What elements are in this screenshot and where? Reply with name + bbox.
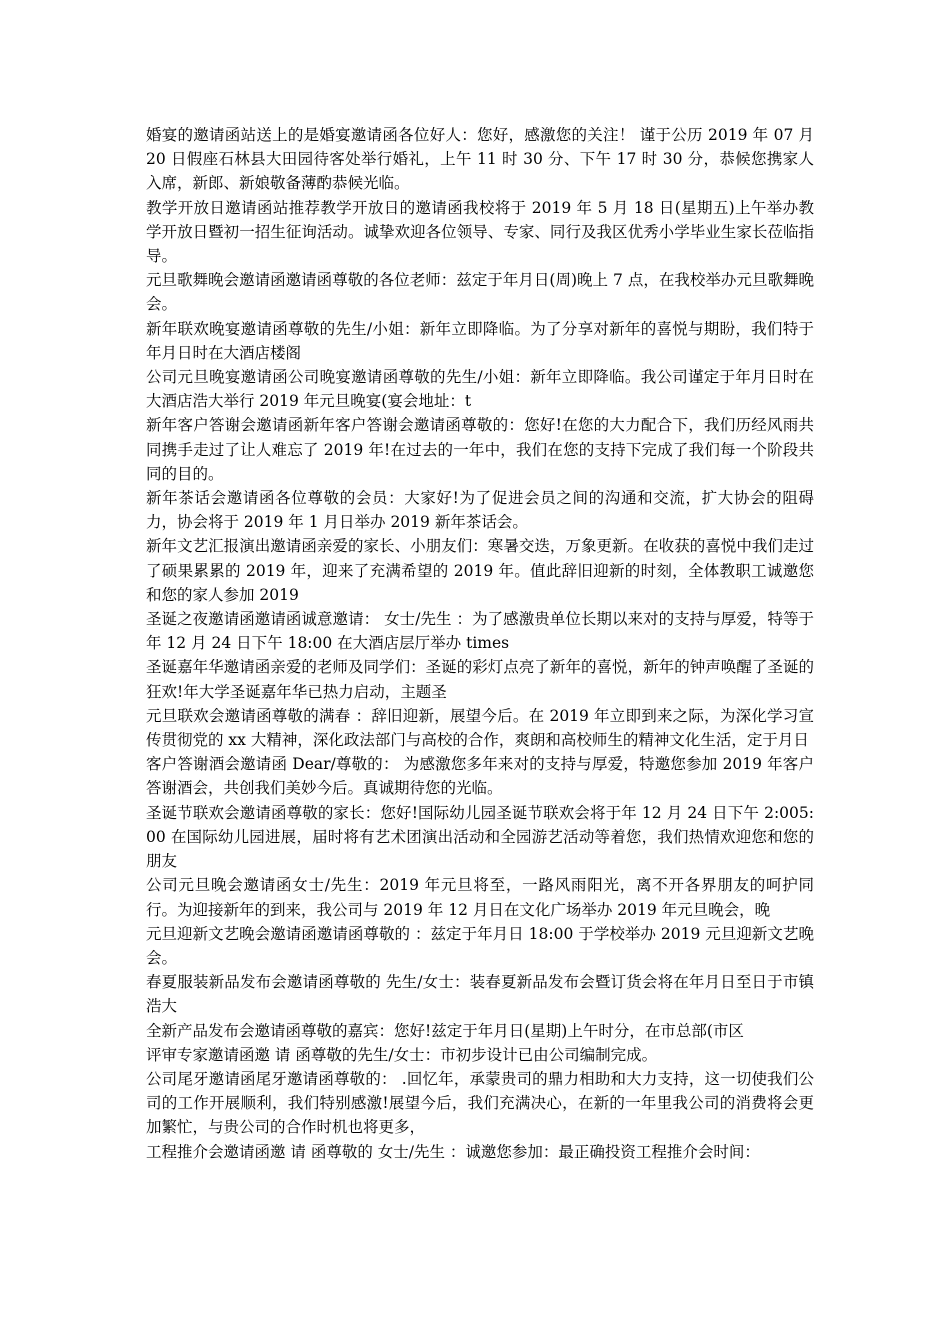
paragraph-product-launch-invitation: 全新产品发布会邀请函尊敬的嘉宾：您好!兹定于年月日(星期)上午时分，在市总部(市区 (146, 1021, 744, 1040)
paragraph-wedding-invitation: 婚宴的邀请函站送上的是婚宴邀请函各位好人：您好，感激您的关注！ 谨于公历 2019 年 07 月 20 日假座石林县大田园待客处举行婚礼，上午 11 时 30 分、下午 17 时 30 分，恭候您携家人入席，新郎、新娘敬备薄酌恭候光临。 (146, 126, 814, 193)
paragraph-project-promotion-invitation: 工程推介会邀请函邀 请 函尊敬的 女士/先生 ：诚邀您参加：最正确投资工程推介会时间： (146, 1142, 760, 1161)
paragraph-expert-review-invitation: 评审专家邀请函邀 请 函尊敬的先生/女士：市初步设计已由公司编制完成。 (146, 1045, 658, 1064)
paragraph-performance-invitation: 新年文艺汇报演出邀请函亲爱的家长、小朋友们：寒暑交迭，万象更新。在收获的喜悦中我们走过了硕果累累的 2019 年，迎来了充满希望的 2019 年。值此辞旧迎新的时刻，全体教职工诚邀您和您的家人参加 2019 (146, 537, 814, 604)
paragraph-company-gala-invitation: 公司元旦晚会邀请函女士/先生：2019 年元旦将至，一路风雨阳光，离不开各界朋友的呵护同行。为迎接新年的到来，我公司与 2019 年 12 月日在文化广场举办 2019 年元旦晚会，晚 (146, 876, 814, 919)
paragraph-christmas-carnival-invitation: 圣诞嘉年华邀请函亲爱的老师及同学们：圣诞的彩灯点亮了新年的喜悦，新年的钟声唤醒了圣诞的狂欢!年大学圣诞嘉年华已热力启动，主题圣 (146, 658, 814, 701)
paragraph-company-dinner-invitation: 公司元旦晚宴邀请函公司晚宴邀请函尊敬的先生/小姐：新年立即降临。我公司谨定于年月日时在大酒店浩大举行 2019 年元旦晚宴(宴会地址：t (146, 368, 814, 411)
paragraph-christmas-party-invitation: 圣诞节联欢会邀请函尊敬的家长：您好!国际幼儿园圣诞节联欢会将于年 12 月 24 日下午 2:005:00 在国际幼儿园进展，届时将有艺术团演出活动和全园游艺活动等着您，我们热情欢迎您和您的朋友 (146, 803, 814, 871)
paragraph-open-day-invitation: 教学开放日邀请函站推荐教学开放日的邀请函我校将于 2019 年 5 月 18 日(星期五)上午举办教学开放日暨初一招生征询活动。诚挚欢迎各位领导、专家、同行及我区优秀小学毕业生家长莅临指导。 (146, 198, 814, 266)
paragraph-fashion-launch-invitation: 春夏服装新品发布会邀请函尊敬的 先生/女士：装春夏新品发布会暨订货会将在年月日至日于市镇浩大 (146, 973, 814, 1016)
paragraph-client-thanks-invitation: 新年客户答谢会邀请函新年客户答谢会邀请函尊敬的：您好!在您的大力配合下，我们历经风雨共同携手走过了让人难忘了 2019 年!在过去的一年中，我们在您的支持下完成了我们每一个阶段共同的目的。 (146, 416, 814, 483)
document-body (146, 123, 814, 1164)
paragraph-christmas-eve-invitation: 圣诞之夜邀请函邀请函诚意邀请： 女士/先生 ：为了感激贵单位长期以来对的支持与厚爱，特等于年 12 月 24 日下午 18:00 在大酒店层厅举办 times (146, 610, 814, 653)
paragraph-year-end-dinner-invitation: 公司尾牙邀请函尾牙邀请函尊敬的： .回忆年，承蒙贵司的鼎力相助和大力支持，这一切使我们公司的工作开展顺利，我们特别感激!展望今后，我们充满决心，在新的一年里我公司的消费将会更加繁忙，与贵公司的合作时机也将更多， (146, 1069, 814, 1137)
paragraph-new-year-party-invitation: 元旦联欢会邀请函尊敬的满春 ：辞旧迎新，展望今后。在 2019 年立即到来之际，为深化学习宣传贯彻党的 xx 大精神，深化政法部门与高校的合作，爽朗和高校师生的精神文化生活，定于月日 (146, 706, 814, 750)
paragraph-tea-party-invitation: 新年茶话会邀请函各位尊敬的会员：大家好!为了促进会员之间的沟通和交流，扩大协会的阻碍力，协会将于 2019 年 1 月日举办 2019 新年茶话会。 (146, 489, 814, 532)
paragraph-new-year-gala-invitation: 元旦歌舞晚会邀请函邀请函尊敬的各位老师：兹定于年月日(周)晚上 7 点，在我校举办元旦歌舞晚会。 (146, 271, 814, 314)
paragraph-client-reception-invitation: 客户答谢酒会邀请函 Dear/尊敬的： 为感激您多年来对的支持与厚爱，特邀您参加 2019 年客户答谢酒会，共创我们美妙今后。真诚期待您的光临。 (146, 755, 814, 798)
paragraph-new-year-banquet-invitation: 新年联欢晚宴邀请函尊敬的先生/小姐：新年立即降临。为了分享对新年的喜悦与期盼，我们特于年月日时在大酒店楼阁 (146, 319, 814, 362)
paragraph-arts-gala-invitation: 元旦迎新文艺晚会邀请函邀请函尊敬的 ：兹定于年月日 18:00 于学校举办 2019 元旦迎新文艺晚会。 (146, 924, 814, 967)
